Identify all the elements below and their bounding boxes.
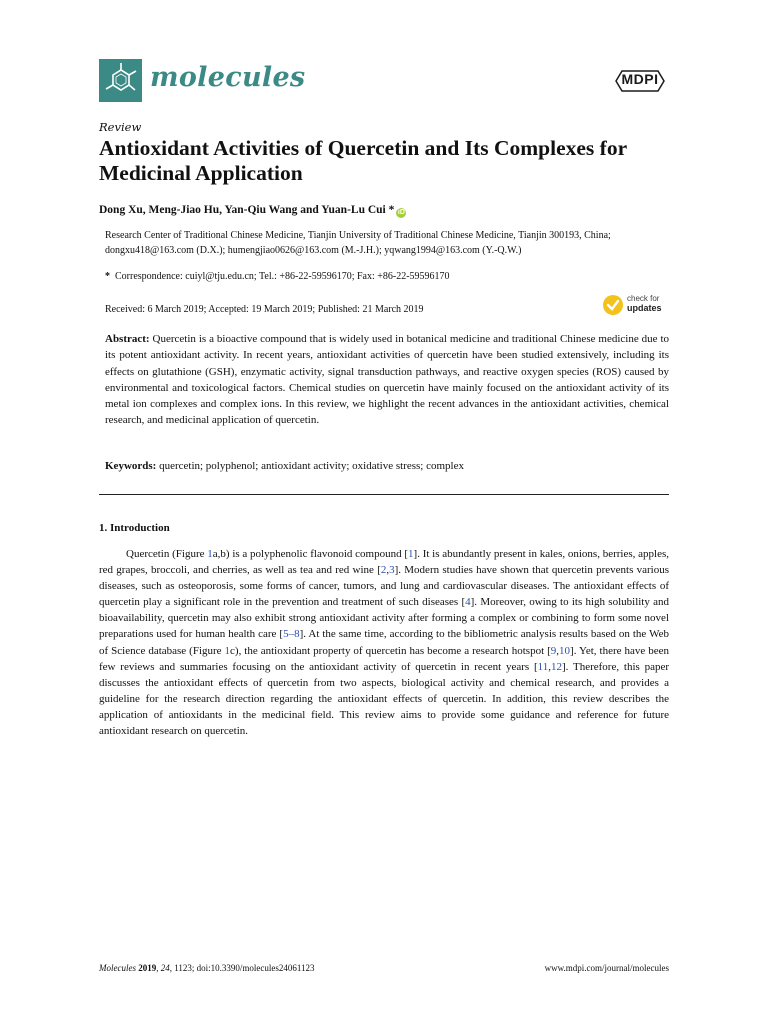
orcid-icon[interactable]: iD bbox=[397, 209, 405, 216]
mdpi-logo-text: MDPI bbox=[621, 71, 659, 87]
article-type: Review bbox=[99, 120, 142, 134]
affiliation: Research Center of Traditional Chinese Medicine, Tianjin University of Traditional Chinese Medicine, Tianjin 300193, China; dongxu418@163.com (D.X.); humengjiao0626@163.com (M.-J.H.); yqwang1994@163.com (Y.-Q.W.) bbox=[105, 230, 611, 256]
paragraph-text: , bbox=[556, 644, 560, 657]
paragraph-text: Quercetin (Figure bbox=[126, 548, 208, 560]
paragraph-text: ]. Therefore, this paper discusses the antioxidant effects of quercetin from two aspects, biological activity and chemical research, and provides a guideline for the research direction regarding the antioxidant effects of quercetin. In addition, this review describes the application of antioxidants in the medicinal field. This review aims to provide some guidance and reference for future antioxidant research on quercetin. bbox=[99, 660, 670, 738]
keywords-text: quercetin; polyphenol; antioxidant activity; oxidative stress; complex bbox=[159, 460, 464, 472]
correspondence bbox=[105, 271, 450, 282]
abstract bbox=[105, 331, 669, 429]
footer-url[interactable]: www.mdpi.com/journal/molecules bbox=[544, 963, 669, 973]
citation-link[interactable]: 4 bbox=[465, 596, 471, 609]
molecule-icon bbox=[99, 59, 142, 102]
paragraph-text: ]. Yet, there have been few reviews and summaries focusing on the antioxidant activity of quercetin in recent years [ bbox=[99, 644, 670, 673]
footer-volume: 24 bbox=[160, 963, 170, 973]
citation-link[interactable]: 2 bbox=[380, 564, 387, 577]
journal-name: molecules bbox=[150, 62, 306, 93]
footer-journal: Molecules bbox=[99, 963, 136, 973]
check-updates-line1: check for bbox=[627, 294, 660, 303]
footer-citation: Molecules 2019, 24, 1123; doi:10.3390/molecules24061123 bbox=[99, 963, 315, 973]
paragraph-text: c), the antioxidant property of quercetin has become a research hotspot [ bbox=[230, 644, 551, 657]
check-updates-icon bbox=[602, 294, 624, 316]
paragraph-text: ]. At the same time, according to the bibliometric analysis results based on the Web of Science database (Figure bbox=[99, 628, 669, 657]
paragraph-text: ]. It is abundantly present in kales, onions, berries, apples, red grapes, broccoli, and cherries, as well as tea and red wine [ bbox=[99, 548, 669, 577]
abstract-label: Abstract: bbox=[105, 333, 150, 345]
footer-year: 2019 bbox=[138, 963, 157, 973]
paragraph-text: a,b) is a polyphenolic flavonoid compound [ bbox=[212, 548, 409, 560]
citation-link[interactable]: 5–8 bbox=[283, 628, 300, 641]
citation-link[interactable]: 10 bbox=[559, 644, 571, 657]
author-list bbox=[99, 204, 406, 218]
citation-link[interactable]: 1 bbox=[408, 548, 414, 560]
paragraph-text: , bbox=[386, 564, 390, 577]
citation-link[interactable]: 1 bbox=[224, 644, 231, 657]
check-updates-line2: updates bbox=[627, 303, 662, 313]
keywords bbox=[105, 460, 669, 472]
check-for-updates-badge[interactable] bbox=[602, 292, 672, 318]
keywords-label: Keywords: bbox=[105, 460, 157, 472]
citation-link[interactable]: 11 bbox=[537, 660, 549, 673]
paragraph-text: ]. Modern studies have shown that quercetin prevents various diseases, such as osteoporosis, some forms of cancer, tumors, and lung and cardiovascular diseases. The antioxidant effects of quercetin play a significant role in the prevention and treatment of such diseases [ bbox=[99, 564, 669, 609]
citation-link[interactable]: 9 bbox=[550, 644, 557, 657]
authors-text: Dong Xu, Meng-Jiao Hu, Yan-Qiu Wang and Yuan-Lu Cui * bbox=[99, 204, 395, 216]
correspondence-mark: * bbox=[105, 271, 110, 282]
introduction-paragraph bbox=[99, 546, 669, 739]
citation-link[interactable]: 12 bbox=[550, 660, 562, 673]
citation-link[interactable]: 1 bbox=[207, 548, 213, 560]
section-divider bbox=[99, 494, 669, 495]
correspondence-text: Correspondence: cuiyl@tju.edu.cn; Tel.: +86-22-59596170; Fax: +86-22-59596170 bbox=[115, 271, 450, 282]
journal-logo bbox=[99, 59, 142, 102]
article-title: Antioxidant Activities of Quercetin and Its Complexes for Medicinal Application bbox=[99, 136, 627, 185]
footer-doi: , 1123; doi:10.3390/molecules24061123 bbox=[169, 963, 315, 973]
section-heading: 1. Introduction bbox=[99, 522, 170, 534]
abstract-text: Quercetin is a bioactive compound that is widely used in botanical medicine and traditional Chinese medicine due to its potent antioxidant activity. In recent years, antioxidant activities of quercetin have been studied extensively, including its effects on glutathione (GSH), enzymatic activity, signal transduction pathways, and reactive oxygen species (ROS) caused by environmental and toxicological factors. Chemical studies on quercetin have mainly focused on the antioxidant activity of its metal ion complexes and complex ions. In this review, we highlight the recent advances in the antioxidant activities, chemical research, and medicinal application of quercetin. bbox=[105, 333, 670, 427]
paragraph-text: ]. Moreover, owing to its high solubility and bioavailability, quercetin may also exhibit strong antioxidant activity after forming a complex or combining to form some novel preparations used for human health care [ bbox=[99, 596, 669, 641]
paragraph-text: , bbox=[548, 660, 551, 673]
publication-dates: Received: 6 March 2019; Accepted: 19 March 2019; Published: 21 March 2019 bbox=[105, 304, 424, 315]
citation-link[interactable]: 3 bbox=[389, 564, 395, 577]
